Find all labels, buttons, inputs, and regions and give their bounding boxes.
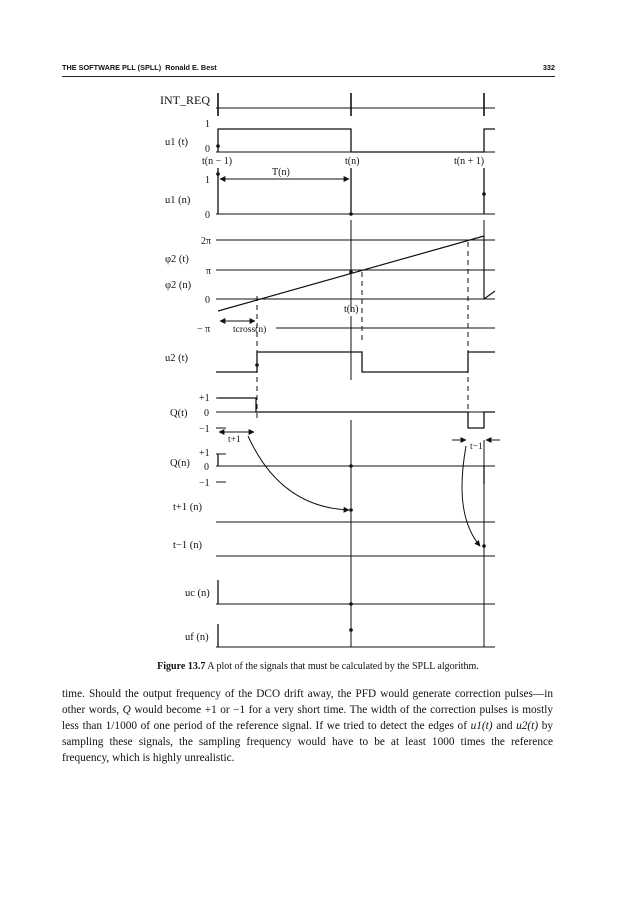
phi2t-ramp-continue	[484, 291, 495, 299]
t-minus1-label: t−1	[470, 442, 483, 452]
phi2n-label: φ2 (n)	[165, 280, 192, 291]
phi2t-label: φ2 (t)	[165, 254, 189, 265]
t-n-mid-label: t(n)	[344, 304, 359, 315]
body-paragraph	[62, 686, 553, 766]
body-text-part-3: and	[496, 720, 513, 732]
var-q: Q	[122, 704, 131, 716]
qn-dot-2	[349, 464, 353, 468]
u2t-waveform	[216, 352, 495, 372]
phi-zero-level: 0	[205, 295, 210, 306]
var-u2: u2(t)	[516, 720, 539, 732]
t-np1-label: t(n + 1)	[454, 156, 485, 167]
qt-minus-level: −1	[199, 424, 210, 435]
u1t-level-one: 1	[205, 119, 210, 130]
u1t-waveform	[218, 129, 495, 152]
ufn-label: uf (n)	[185, 632, 209, 643]
u2t-dot	[255, 363, 259, 367]
ucn-dot	[349, 602, 353, 606]
minus-pi-level: − π	[197, 324, 211, 335]
tminus-curved-arrow	[462, 446, 480, 546]
author-name: Ronald E. Best	[165, 63, 217, 72]
body-text-part-1: time. Should the output frequency of the DCO drift away, the PFD would generate correction pulses—in other words,	[62, 688, 553, 716]
u1n-dot-2	[349, 212, 353, 216]
qt-plus-level: +1	[199, 393, 210, 404]
u1t-level-zero: 0	[205, 144, 210, 155]
tp1n-dot	[349, 508, 353, 512]
qt-label: Q(t)	[170, 408, 188, 419]
figure-caption	[0, 661, 636, 672]
figure-caption-label: Figure 13.7	[157, 661, 206, 672]
t-plus1-label: t+1	[228, 435, 241, 445]
tplus-curved-arrow	[248, 436, 349, 510]
ucn-label: uc (n)	[185, 588, 210, 599]
u1n-level-zero: 0	[205, 210, 210, 221]
pi-level: π	[206, 266, 212, 277]
tm1n-label: t−1 (n)	[173, 540, 202, 551]
int-req-label: INT_REQ	[160, 93, 210, 107]
body-text-part-4: by sampling these signals, the sampling frequency would have to be at least 1000 times the reference frequency, which is highly unrealistic.	[62, 720, 554, 764]
qt-waveform	[218, 398, 495, 428]
t-cross-label: tcross(n)	[233, 325, 267, 335]
ufn-dot	[349, 628, 353, 632]
u1n-dot-3	[482, 192, 486, 196]
t-n-label: t(n)	[345, 156, 360, 167]
body-text-part-2: would become +1 or −1 for a very short time. The width of the correction pulses is mostly less than 1/1000 of one period of the reference signal. If we tried to detect the edges of	[62, 704, 553, 732]
u1n-level-one: 1	[205, 175, 210, 186]
two-pi-level: 2π	[201, 236, 212, 247]
u2t-label: u2 (t)	[165, 353, 189, 364]
u1t-dot	[216, 144, 220, 148]
page-number: 332	[542, 63, 555, 72]
qn-plus-level: +1	[199, 448, 210, 459]
qn-label: Q(n)	[170, 458, 190, 469]
u1t-label: u1 (t)	[165, 137, 189, 148]
var-u1: u1(t)	[470, 720, 493, 732]
qn-zero-level: 0	[204, 462, 209, 473]
period-label: T(n)	[272, 167, 290, 178]
u1n-label: u1 (n)	[165, 195, 191, 206]
figure-caption-text: A plot of the signals that must be calculated by the SPLL algorithm.	[207, 661, 479, 672]
tm1n-dot	[482, 544, 486, 548]
phi2n-dot	[349, 270, 353, 274]
u1n-dot-1	[216, 172, 220, 176]
running-title-text: THE SOFTWARE PLL (SPLL)	[62, 63, 162, 72]
qt-zero-level: 0	[204, 408, 209, 419]
tp1n-label: t+1 (n)	[173, 502, 202, 513]
qn-minus-level: −1	[199, 478, 210, 489]
t-nm1-label: t(n − 1)	[202, 156, 233, 167]
